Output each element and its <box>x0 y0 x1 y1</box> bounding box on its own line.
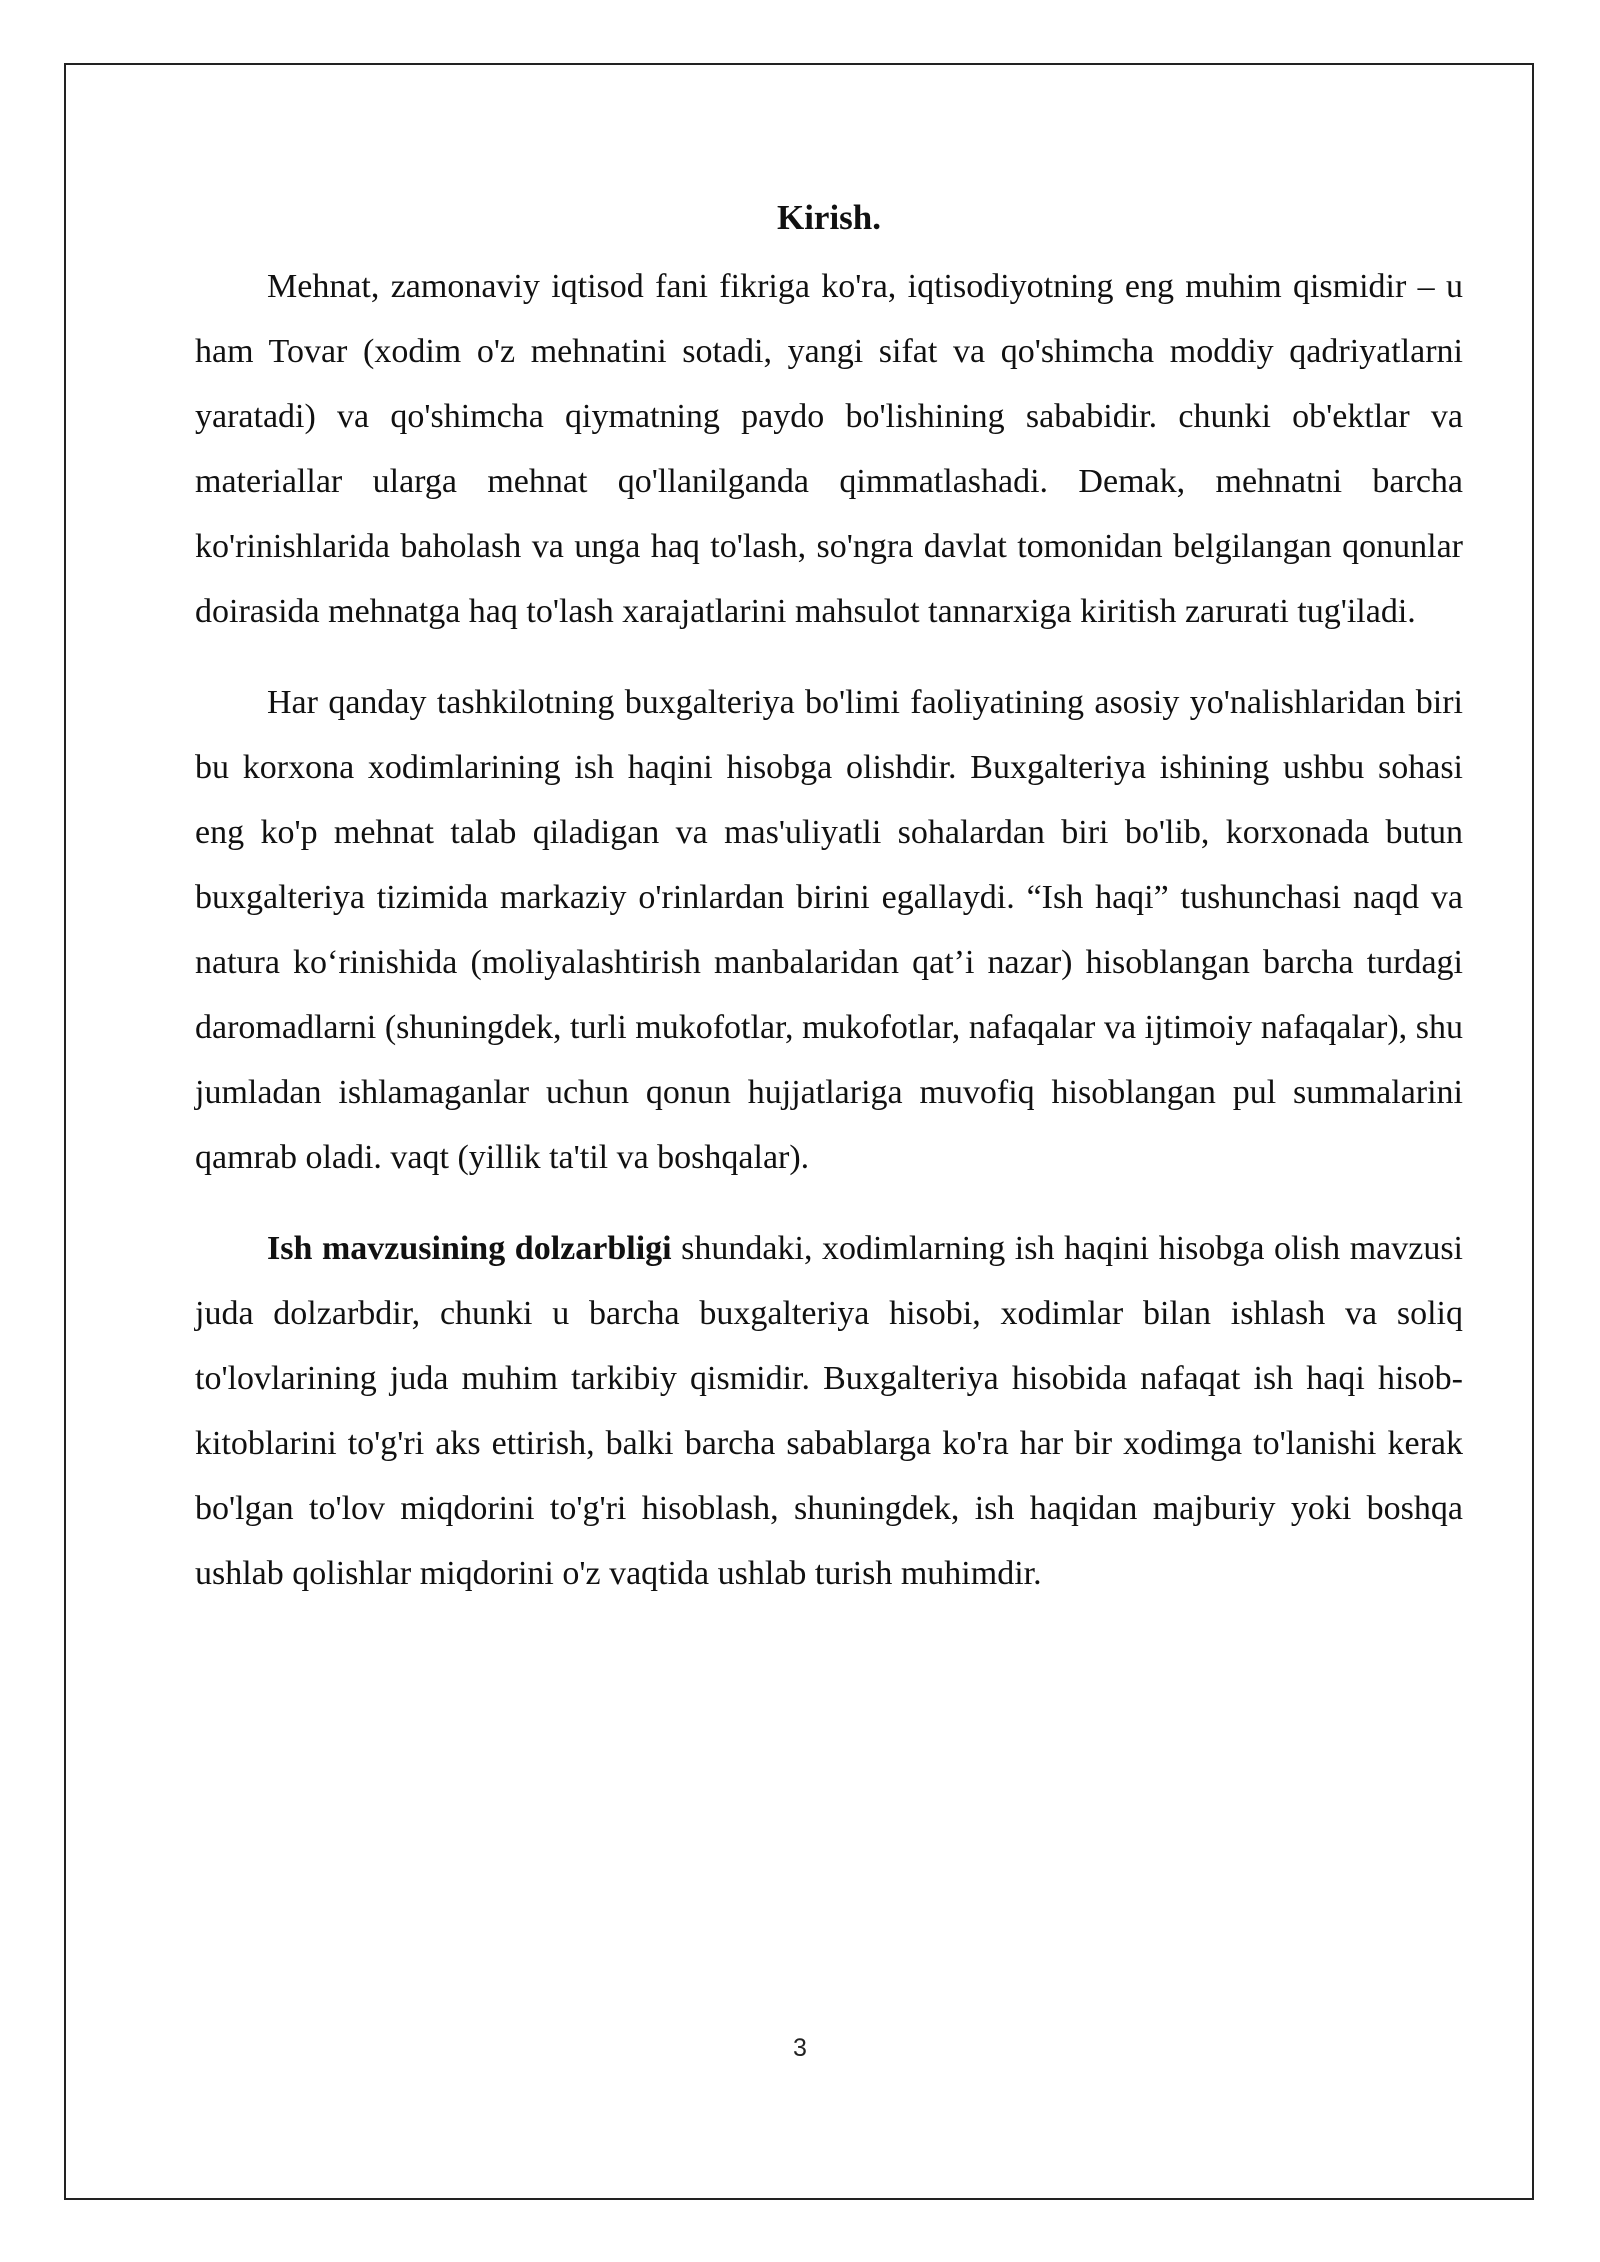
relevance-heading: Ish mavzusining dolzarbligi <box>267 1230 672 1267</box>
relevance-text: shundaki, xodimlarning ish haqini hisobga olish mavzusi juda dolzarbdir, chunki u barcha buxgalteriya hisobi, xodimlar bilan ishlash va soliq to'lovlarining juda muhim tarkibiy qismidir. Buxgalteriya hisobida nafaqat ish haqi hisob-kitoblarini to'g'ri aks ettirish, balki barcha sabablarga ko'ra har bir xodimga to'lanishi kerak bo'lgan to'lov miqdorini to'g'ri hisoblash, shuningdek, ish haqidan majburiy yoki boshqa ushlab qolishlar miqdorini o'z vaqtida ushlab turish muhimdir. <box>195 1230 1464 1592</box>
paragraph-accounting: Har qanday tashkilotning buxgalteriya bo'limi faoliyatining asosiy yo'nalishlaridan biri bu korxona xodimlarining ish haqini hisobga olishdir. Buxgalteriya ishining ushbu sohasi eng ko'p mehnat talab qiladigan va mas'uliyatli sohalardan biri bo'lib, korxonada butun buxgalteriya tizimida markaziy o'rinlardan birini egallaydi. “Ish haqi” tushunchasi naqd va natura ko‘rinishida (moliyalashtirish manbalaridan qat’i nazar) hisoblangan barcha turdagi daromadlarni (shuningdek, turli mukofotlar, mukofotlar, nafaqalar va ijtimoiy nafaqalar), shu jumladan ishlamaganlar uchun qonun hujjatlariga muvofiq hisoblangan pul summalarini qamrab oladi. vaqt (yillik ta'til va boshqalar). <box>195 684 1463 1176</box>
section-title: Kirish. <box>776 198 882 237</box>
document-body <box>195 190 1463 1632</box>
paragraph-intro: Mehnat, zamonaviy iqtisod fani fikriga ko'ra, iqtisodiyotning eng muhim qismidir – u ham Tovar (xodim o'z mehnatini sotadi, yangi sifat va qo'shimcha moddiy qadriyatlarni yaratadi) va qo'shimcha qiymatning paydo bo'lishining sababidir. chunki ob'ektlar va materiallar ularga mehnat qo'llanilganda qimmatlashadi. Demak, mehnatni barcha ko'rinishlarida baholash va unga haq to'lash, so'ngra davlat tomonidan belgilangan qonunlar doirasida mehnatga haq to'lash xarajatlarini mahsulot tannarxiga kiritish zarurati tug'iladi. <box>195 268 1463 630</box>
paragraph-relevance <box>195 1216 1463 1606</box>
page-number: 3 <box>793 2034 807 2062</box>
